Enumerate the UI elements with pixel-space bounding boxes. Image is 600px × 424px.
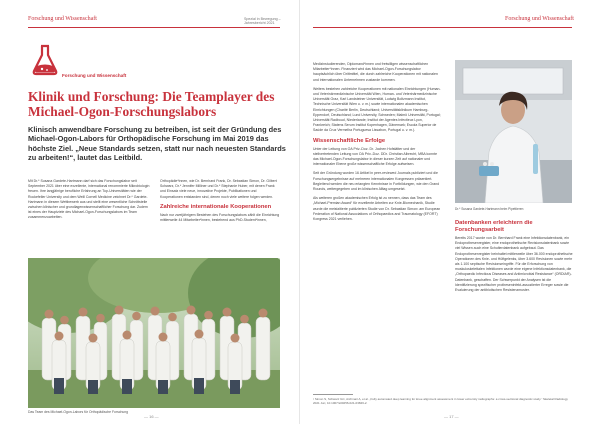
body-column-4: [455, 220, 573, 293]
team-photo: [28, 258, 280, 408]
body-text: Unter der Leitung von OA Priv.-Doz. Dr. Jochen Hofstätter und der stellvertretenden Leitung von OA Priv.-Doz. DDr. Christian Albrecht, MBA konnte das Michael-Ogon-Forschungslabor in dieser kurzen Zeit auf nationaler und internationaler Ebene große wissenschaftliche Erfolge aufweisen.: [313, 146, 438, 167]
header-rule: [313, 27, 572, 28]
page-number-right: — 17 —: [444, 414, 459, 419]
body-text: Medizinstudierenden, Diplomand*innen und freiwilligen wissenschaftlichen Mitarbeiter*innen. Finanziert wird das Michael-Ogon-Forschungslabor hauptsächlich über Drittmittel, die durch zahlreiche Kooperationen mit nationalen und internationalen Unternehmen zustande kommen.: [313, 62, 438, 82]
article-kicker: Forschung und Wissenschaft: [62, 73, 127, 78]
article-lead: Klinisch anwendbare Forschung zu betreiben, ist seit der Gründung des Michael-Ogon-Labors für Orthopädische Forschung im Mai 2019 das höchste Ziel. „Neue Standards setzen, statt nur nach neuesten Standards zu arbeiten!“, lautet das Leitbild.: [28, 125, 286, 163]
running-header-left: Forschung und Wissenschaft: [28, 16, 97, 22]
header-rule: [28, 27, 280, 28]
body-column-3: [313, 62, 441, 222]
footnote-rule: [313, 394, 353, 395]
section-subhead: Wissenschaftliche Erfolge: [313, 137, 386, 144]
footnote: ¹ Simon S, Schwarz GC, Aichmair A, et al. „Fully automated deep learning for knee alignment assessment in lower extremity radiographs: a cross-sectional diagnostic study.“ Skeletal Radiology 2021 Jun; 10.1007/s00256-021-03846-2.: [313, 397, 568, 406]
section-subhead: Zahlreiche internationale Kooperationen: [160, 203, 272, 210]
body-text: Als weiteren großen akademischen Erfolg ist zu nennen, dass das Team des „Michael-Premian Award“ für exzellente Arbeiten zur Knie-Biomechanik, Studie wurde die meistzitierte publizierten Studie von Dr. Sebastian Simon¹ am European Federation of National Associations of Orthopaedics and Traumatology (EFORT) Kongress 2021 verliehen.: [313, 196, 441, 222]
body-text: Weiters bestehen zahlreiche Kooperationen mit nationalen Einrichtungen (Human- und Veterinärmedizinische Universität Wien, Human- und Veterinärmedizinische Universität Graz, Karl Landsteiner Universität, Ludwig Boltzmann Institut, Technische Universität Wien u. v. m.) sowie internationalen akademischen Einrichtungen (Charité Berlin, Deutschland; Universitätsklinikum Hamburg-Eppendorf, Deutschland; Lund University, Schweden; Malmö Universität, Portugal; Universität Radboud, Niederlande; Institut der Agentes Infectieux Lyon, Frankreich; Statens Serum Institut Kopenhagen, Dänemark; Escola Superior de Saúde da Cruz Vermelha Portuguesa Lissabon, Portugal u. v. m.).: [313, 86, 441, 133]
body-text: Nach nur zweijährigem Bestehen des Forschungslabors zählt die Einrichtung mittlerweile 44 Mitarbeiter*innen, bestehend aus PhD-Student*innen,: [160, 212, 280, 223]
body-text: Seit der Gründung wurden 16 Artikel in peer-reviewed Journals publiziert und die Forschungsergebnisse auf mehreren internationalen Kongressen präsentiert. Begleitend werden die neu erlangten Kenntnisse in Fortbildungen, wie den Grand Rounds, weitergegeben und im klinischen Alltag umgesetzt.: [313, 171, 440, 192]
researcher-photo-caption: Dr.* Susana Gardete-Hartmann beim Pipettieren: [455, 207, 524, 211]
body-column-1: [28, 179, 150, 221]
section-subhead: Datenbanken erleichtern die Forschungsarbeit: [455, 220, 533, 233]
body-column-2: [160, 179, 280, 223]
article-headline: Klinik und Forschung: Die Teamplayer des Michael-Ogon-Forschungslabors: [28, 89, 275, 119]
body-text: Bereits 2017 wurde von Dr. Bernhard Frank eine Infektionsdatenbank, ein Endoprothesenregister, eine endoprothetische Revisionsdatenbank sowie viel Wissen auch eine Schulterdatenbank aufgebaut. Das Endoprothesenregister beinhaltet mittlerweile über 36.000 endoprothetische Operationen des Knie- und Hüftgelenks, über 3.600 Revisionen sowie mehr als 1.100 septische Revisionseingriffe. Für die Erforschung von muskuloskelettalen Infektionen wurde eine eigene Infektionsdatenbank, die „Orthopaedic Infectious Diseases and Antimicrobial Resistance“ (ORDIAR)-Datenbank, geschaffen. Der Schwerpunkt der Analysen ist die Identifizierung spezifischer protheseninfekt-assoziierter Erreger sowie die Evaluierung der antibiotischen Resistenzmuster.: [455, 236, 573, 293]
body-text: Orthopädie*innen, wie Dr. Bernhard Frank, Dr. Sebastian Simon, Dr. Gilbert Schwarz, Dr.* Jennifer Milliner und Dr.* Stephanie Huber, mit denen Frank und Einsatz viele neue, innovative Projekte, Publikationen und Kooperationen entstanden sind, denen noch viele weitere folgen werden.: [160, 179, 277, 199]
researcher-photo: [455, 60, 572, 203]
body-text: Mit Dr.* Susana Gardete-Hartmann darf sich das Forschungslabor seit September 2021 über eine exzellente, international renommierte Mikrobiologin freuen. Ihre langjährige berufliche Erfahrung an Top-Universitäten wie der Rockefeller University und dem Weill Cornell Medicine zeichnet Dr.* Gardete-Hartmann in diesem Wettbewerb aus und stellt eine wesentliche Schnittstelle zwischen klinischer und grundlagenwissenschaftlicher Forschung dar. Zudem ist eines der Hauptziele des Michael-Ogon-Forschungslabors im Team zusammenzuarbeiten.: [28, 179, 150, 220]
running-header-right: Forschung und Wissenschaft: [505, 16, 574, 22]
page-number-left: — 16 —: [144, 414, 159, 419]
team-photo-caption: Das Team des Michael-Ogon-Labors für Orthopädische Forschung: [28, 410, 129, 414]
flask-icon: [32, 44, 58, 76]
running-header-middle: Spezial in Bewegung – Jahresbericht 2021: [244, 17, 281, 25]
